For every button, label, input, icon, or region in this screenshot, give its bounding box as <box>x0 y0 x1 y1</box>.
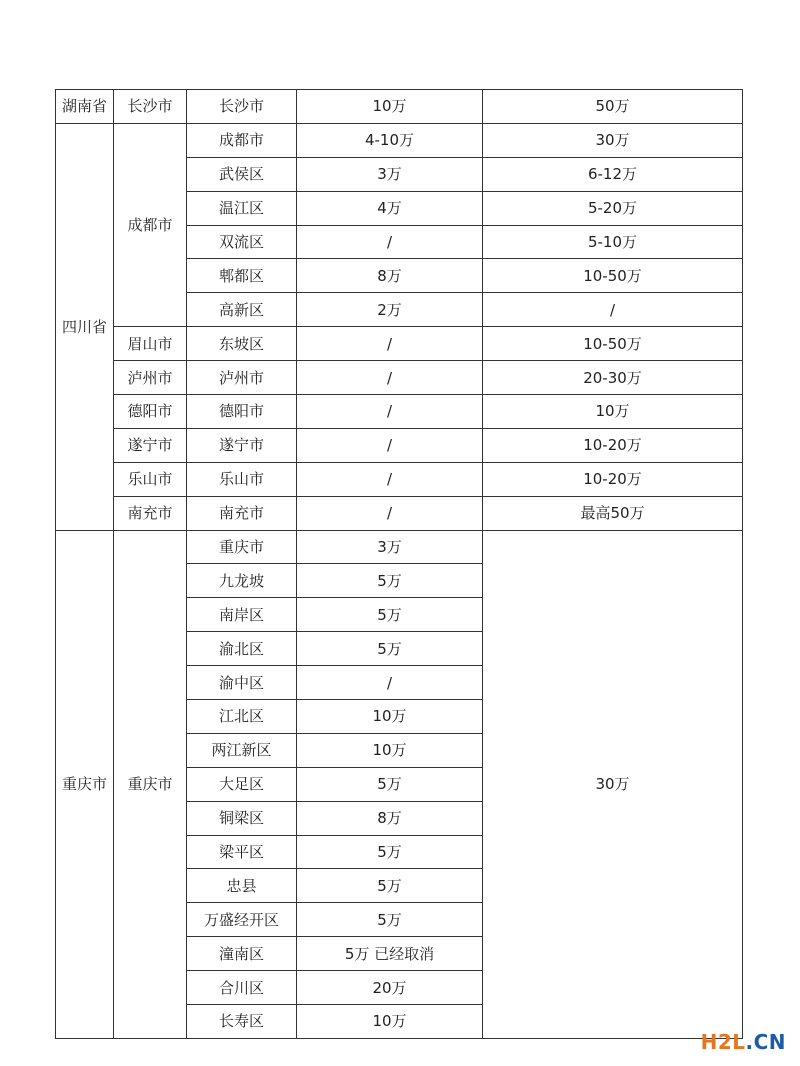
amount-cell: 10万 <box>297 1005 483 1039</box>
max-cell: 10-50万 <box>483 327 743 361</box>
max-cell: 5-20万 <box>483 191 743 225</box>
area-cell: 万盛经开区 <box>187 903 297 937</box>
amount-cell: / <box>297 225 483 259</box>
watermark-logo <box>701 1030 786 1054</box>
amount-cell: 3万 <box>297 157 483 191</box>
area-cell: 遂宁市 <box>187 428 297 462</box>
table-row <box>56 530 743 564</box>
max-cell: 最高50万 <box>483 496 743 530</box>
area-cell: 梁平区 <box>187 835 297 869</box>
amount-cell: / <box>297 462 483 496</box>
table-row <box>56 428 743 462</box>
max-cell: 10-20万 <box>483 462 743 496</box>
city-cell: 乐山市 <box>114 462 187 496</box>
area-cell: 潼南区 <box>187 937 297 971</box>
area-cell: 高新区 <box>187 293 297 327</box>
city-cell: 成都市 <box>114 123 187 326</box>
area-cell: 重庆市 <box>187 530 297 564</box>
amount-cell: 3万 <box>297 530 483 564</box>
area-cell: 郫都区 <box>187 259 297 293</box>
max-cell: 10万 <box>483 395 743 429</box>
amount-cell: 5万 <box>297 767 483 801</box>
area-cell: 九龙坡 <box>187 564 297 598</box>
watermark-part-1: H2L <box>700 1030 746 1054</box>
area-cell: 长沙市 <box>187 90 297 124</box>
area-cell: 渝中区 <box>187 666 297 700</box>
amount-cell: 5万 <box>297 632 483 666</box>
max-cell: 6-12万 <box>483 157 743 191</box>
area-cell: 长寿区 <box>187 1005 297 1039</box>
city-cell: 德阳市 <box>114 395 187 429</box>
area-cell: 武侯区 <box>187 157 297 191</box>
max-cell: 5-10万 <box>483 225 743 259</box>
table-row <box>56 90 743 124</box>
amount-cell: 4-10万 <box>297 123 483 157</box>
max-cell: 10-20万 <box>483 428 743 462</box>
subsidy-table <box>55 89 743 1039</box>
watermark-part-2: .CN <box>745 1030 786 1054</box>
table-row <box>56 462 743 496</box>
city-cell: 遂宁市 <box>114 428 187 462</box>
amount-cell: 10万 <box>297 90 483 124</box>
area-cell: 东坡区 <box>187 327 297 361</box>
max-cell: 30万 <box>483 123 743 157</box>
amount-cell: 10万 <box>297 700 483 734</box>
table-row <box>56 395 743 429</box>
amount-cell: / <box>297 327 483 361</box>
max-cell: / <box>483 293 743 327</box>
area-cell: 合川区 <box>187 971 297 1005</box>
amount-cell: 5万 <box>297 869 483 903</box>
amount-cell: 5万 <box>297 564 483 598</box>
area-cell: 江北区 <box>187 700 297 734</box>
amount-cell: 8万 <box>297 259 483 293</box>
amount-cell: 10万 <box>297 733 483 767</box>
amount-cell: 4万 <box>297 191 483 225</box>
area-cell: 大足区 <box>187 767 297 801</box>
city-cell: 泸州市 <box>114 361 187 395</box>
amount-cell: 20万 <box>297 971 483 1005</box>
max-cell: 10-50万 <box>483 259 743 293</box>
area-cell: 德阳市 <box>187 395 297 429</box>
area-cell: 铜梁区 <box>187 801 297 835</box>
area-cell: 渝北区 <box>187 632 297 666</box>
amount-cell: 5万 已经取消 <box>297 937 483 971</box>
amount-cell: / <box>297 395 483 429</box>
max-cell: 20-30万 <box>483 361 743 395</box>
city-cell: 南充市 <box>114 496 187 530</box>
amount-cell: 5万 <box>297 598 483 632</box>
area-cell: 温江区 <box>187 191 297 225</box>
amount-cell: 5万 <box>297 835 483 869</box>
province-cell: 湖南省 <box>56 90 114 124</box>
area-cell: 忠县 <box>187 869 297 903</box>
area-cell: 两江新区 <box>187 733 297 767</box>
province-cell: 重庆市 <box>56 530 114 1038</box>
area-cell: 乐山市 <box>187 462 297 496</box>
amount-cell: / <box>297 361 483 395</box>
amount-cell: / <box>297 496 483 530</box>
area-cell: 南岸区 <box>187 598 297 632</box>
amount-cell: / <box>297 666 483 700</box>
amount-cell: 8万 <box>297 801 483 835</box>
area-cell: 泸州市 <box>187 361 297 395</box>
table-row <box>56 123 743 157</box>
table-row <box>56 361 743 395</box>
area-cell: 南充市 <box>187 496 297 530</box>
max-cell: 30万 <box>483 530 743 1038</box>
max-cell: 50万 <box>483 90 743 124</box>
table-row <box>56 496 743 530</box>
area-cell: 成都市 <box>187 123 297 157</box>
city-cell: 长沙市 <box>114 90 187 124</box>
amount-cell: 5万 <box>297 903 483 937</box>
table-row <box>56 327 743 361</box>
province-cell: 四川省 <box>56 123 114 530</box>
amount-cell: 2万 <box>297 293 483 327</box>
city-cell: 眉山市 <box>114 327 187 361</box>
city-cell: 重庆市 <box>114 530 187 1038</box>
amount-cell: / <box>297 428 483 462</box>
area-cell: 双流区 <box>187 225 297 259</box>
